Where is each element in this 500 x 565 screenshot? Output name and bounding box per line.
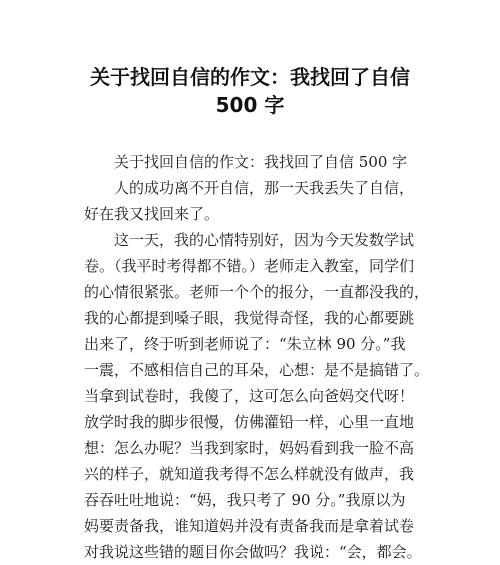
body-line: 放学时我的脚步很慢，仿佛灌铅一样，心里一直地 xyxy=(84,413,415,431)
body-line: 出来了，终于听到老师说了：“朱立林 90 分。”我 xyxy=(84,335,406,353)
article-title-line-2: 500 字 xyxy=(215,93,285,117)
body-line: 关于找回自信的作文：我找回了自信 500 字 xyxy=(84,153,408,171)
body-line: 这一天，我的心情特别好，因为今天发数学试 xyxy=(84,231,415,249)
body-line: 想：怎么办呢？当我到家时，妈妈看到我一脸不高 xyxy=(84,439,415,457)
body-line: 妈要责备我，谁知道妈并没有责备我而是拿着试卷 xyxy=(84,517,415,535)
body-line: 好在我又找回来了。 xyxy=(84,205,220,223)
body-line: 的心情很紧张。老师一个个的报分，一直都没我的， xyxy=(84,283,430,301)
body-line: 我的心都提到嗓子眼，我觉得奇怪，我的心都要跳 xyxy=(84,309,415,327)
body-line: 人的成功离不开自信，那一天我丢失了自信， xyxy=(84,179,415,197)
body-line: 吞吞吐吐地说：“妈，我只考了 90 分。”我原以为 xyxy=(84,491,406,509)
body-line: 当拿到试卷时，我傻了，这可怎么向爸妈交代呀！ xyxy=(84,387,415,405)
body-line: 卷。（我平时考得都不错。）老师走入教室，同学们 xyxy=(84,257,415,275)
body-line: 对我说这些错的题目你会做吗？我说：“会，都会。 xyxy=(84,543,422,561)
body-line: 兴的样子，就知道我考得不怎么样就没有做声，我 xyxy=(84,465,415,483)
body-line: 一震，不感相信自己的耳朵，心想：是不是搞错了。 xyxy=(84,361,430,379)
article-title-line-1: 关于找回自信的作文：我找回了自信 xyxy=(90,65,410,89)
